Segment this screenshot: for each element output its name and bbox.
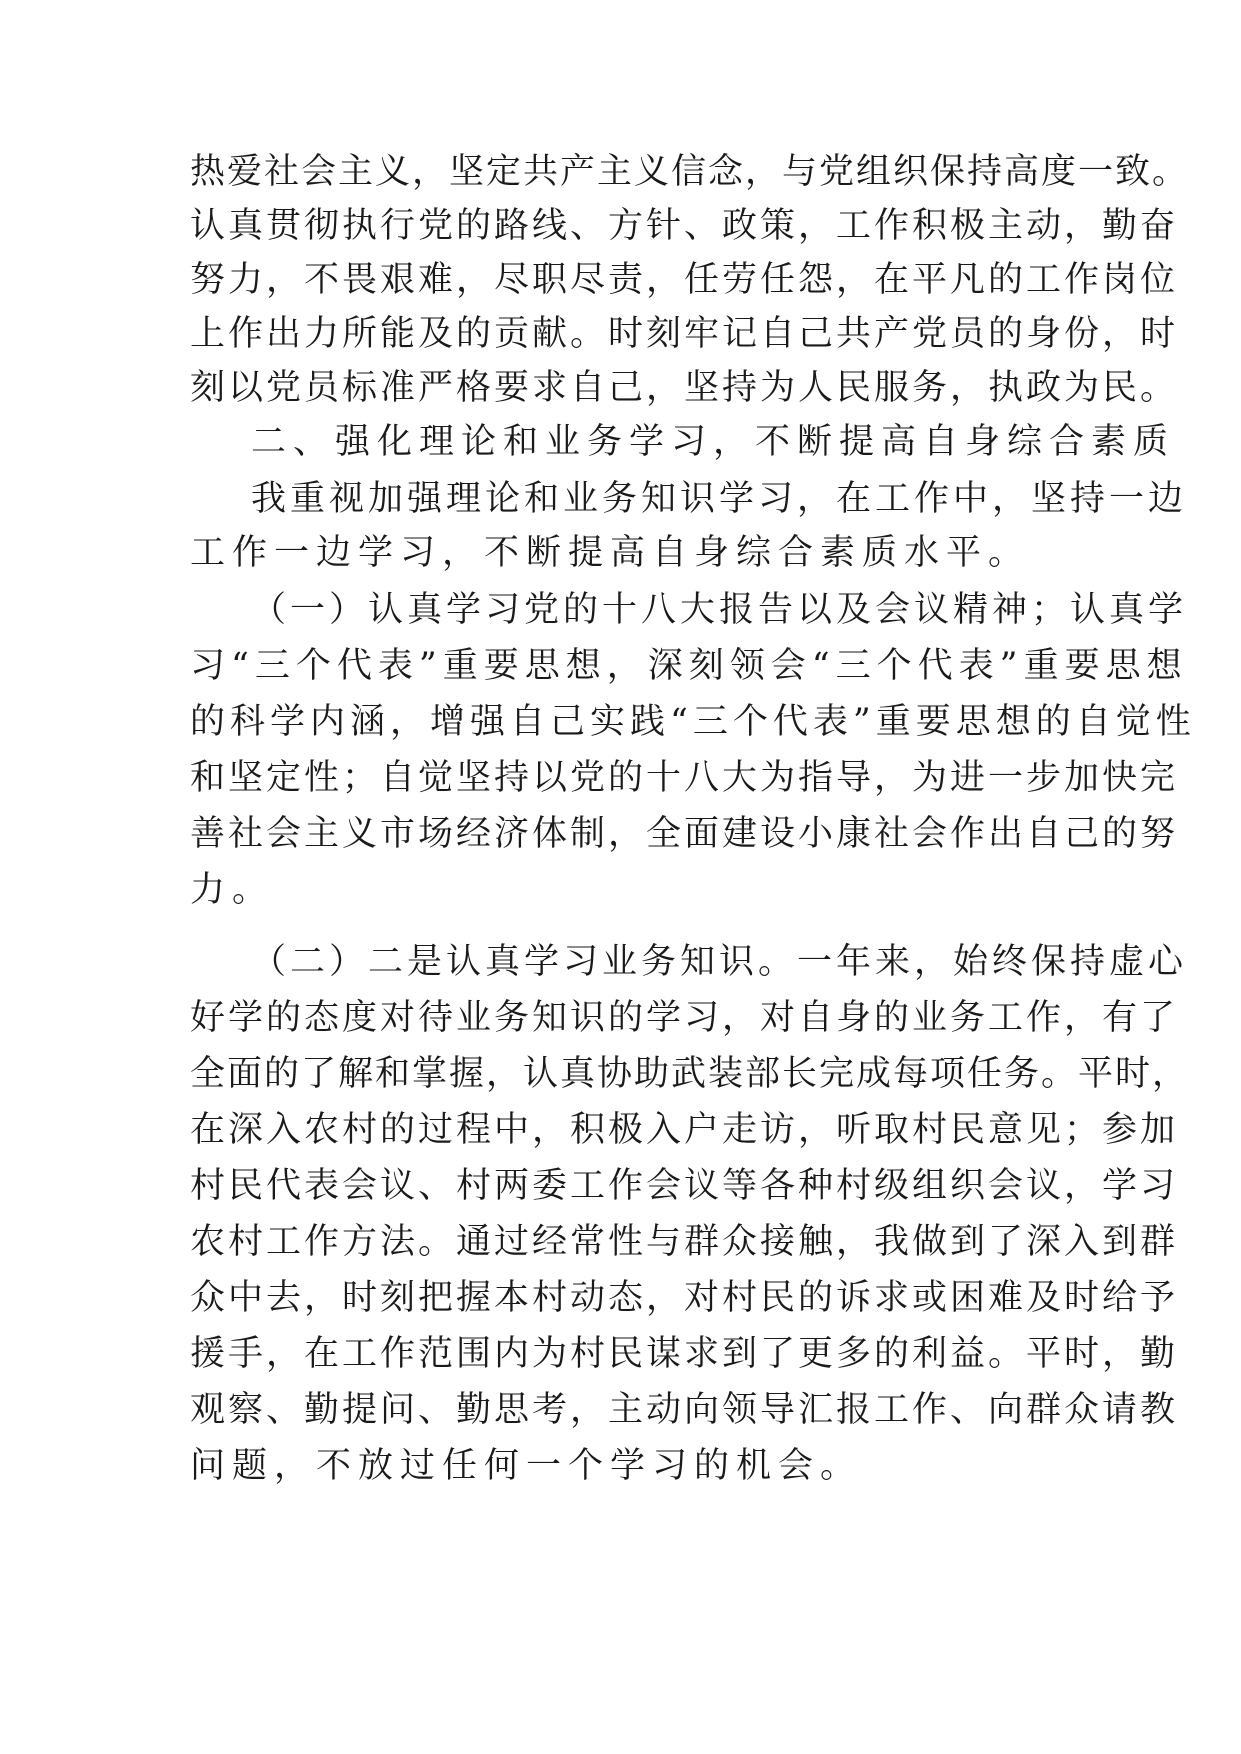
section-heading: 二、强化理论和业务学习，不断提高自身综合素质 (251, 422, 1176, 462)
text-line: 刻以党员标准严格要求自己，坚持为人民服务，执政为民。 (190, 368, 1179, 408)
text-line: 善社会主义市场经济体制，全面建设小康社会作出自己的努 (190, 814, 1179, 854)
text-line: 习“三个代表”重要思想，深刻领会“三个代表”重要思想 (190, 646, 1188, 686)
text-line: 我重视加强理论和业务知识学习，在工作中，坚持一边 (251, 479, 1188, 519)
text-line: 众中去，时刻把握本村动态，对村民的诉求或困难及时给予 (190, 1278, 1179, 1318)
text-line: 好学的态度对待业务知识的学习，对自身的业务工作，有了 (190, 998, 1179, 1038)
text-line: 力。 (190, 870, 275, 910)
text-line: 村民代表会议、村两委工作会议等各种村级组织会议，学习 (190, 1166, 1179, 1206)
text-line: 上作出力所能及的贡献。时刻牢记自己共产党员的身份，时 (190, 314, 1179, 354)
text-line: 问题，不放过任何一个学习的机会。 (190, 1446, 863, 1486)
text-line: 和坚定性；自觉坚持以党的十八大为指导，为进一步加快完 (190, 758, 1179, 798)
text-line: 工作一边学习，不断提高自身综合素质水平。 (190, 533, 1031, 573)
text-line: 热爱社会主义，坚定共产主义信念，与党组织保持高度一致。 (190, 152, 1190, 192)
text-line: 在深入农村的过程中，积极入户走访，听取村民意见；参加 (190, 1110, 1179, 1150)
text-line: 农村工作方法。通过经常性与群众接触，我做到了深入到群 (190, 1222, 1179, 1262)
text-line: 全面的了解和掌握，认真协助武装部长完成每项任务。平时， (190, 1054, 1190, 1094)
text-line: 的科学内涵，增强自己实践“三个代表”重要思想的自觉性 (190, 702, 1196, 742)
text-line: （一）认真学习党的十八大报告以及会议精神；认真学 (251, 590, 1188, 630)
text-line: （二）二是认真学习业务知识。一年来，始终保持虚心 (251, 942, 1188, 982)
text-line: 认真贯彻执行党的路线、方针、政策，工作积极主动，勤奋 (190, 206, 1179, 246)
text-line: 援手，在工作范围内为村民谋求到了更多的利益。平时，勤 (190, 1334, 1179, 1374)
text-line: 观察、勤提问、勤思考，主动向领导汇报工作、向群众请教 (190, 1390, 1179, 1430)
text-line: 努力，不畏艰难，尽职尽责，任劳任怨，在平凡的工作岗位 (190, 260, 1179, 300)
